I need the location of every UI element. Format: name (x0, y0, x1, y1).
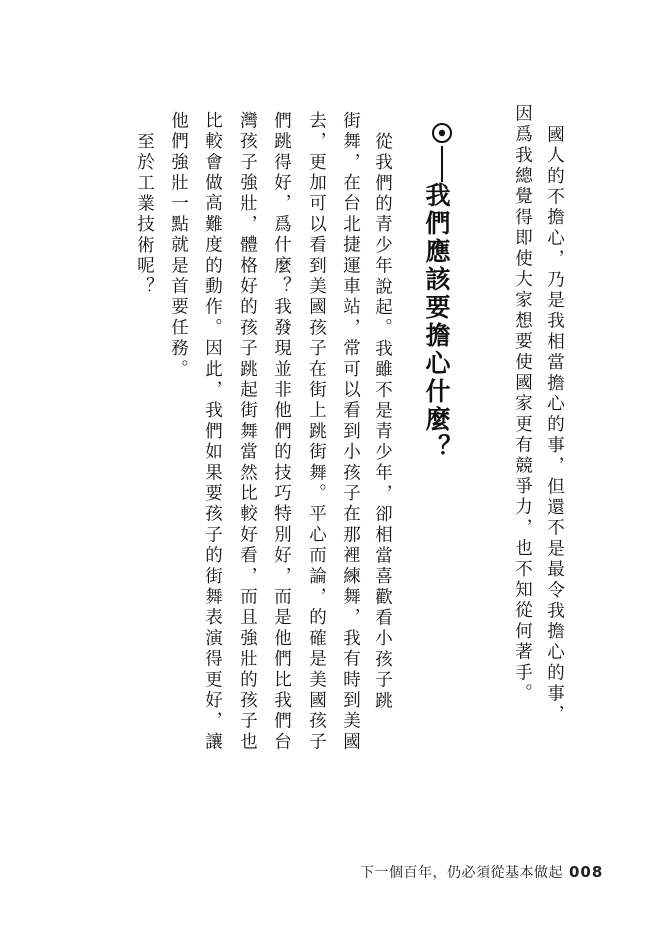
section-line-6: 比較會做高難度的動作。因此，我們如果要孩子的街舞表演得更好，讓 (202, 111, 223, 753)
footer-title: 下一個百年，仍必須從基本做起 (360, 865, 563, 881)
heading-title: 我們應該要擔心什麼？ (422, 182, 451, 462)
intro-line-2: 因爲我總覺得即使大家想要使國家更有競爭力，也不知從何著手。 (512, 104, 533, 705)
intro-line-1: 國人的不擔心，乃是我相當擔心的事，但還不是最令我擔心的事， (544, 125, 565, 726)
section-heading (422, 122, 462, 462)
page-footer (360, 862, 603, 882)
page-number: 008 (569, 863, 604, 881)
heading-rule (441, 146, 443, 182)
circled-dot-icon (431, 122, 453, 144)
section-line-8: 至於工業技術呢？ (134, 132, 155, 298)
section-line-2: 街舞，在台北捷運車站，常可以看到小孩子在那裡練舞，我有時到美國 (340, 111, 361, 753)
section-line-7: 他們強壯一點就是首要任務。 (168, 111, 189, 381)
section-line-4: 們跳得好，爲什麼？我發現並非他們的技巧特別好，而是他們比我們台 (271, 111, 292, 753)
section-line-5: 灣孩子強壯，體格好的孩子跳起街舞當然比較好看，而且強壯的孩子也 (237, 111, 258, 753)
section-line-1: 從我們的青少年說起。我雖不是青少年，卻相當喜歡看小孩子跳 (372, 132, 393, 712)
section-line-3: 去，更加可以看到美國孩子在街上跳街舞。平心而論，的確是美國孩子 (306, 111, 327, 753)
